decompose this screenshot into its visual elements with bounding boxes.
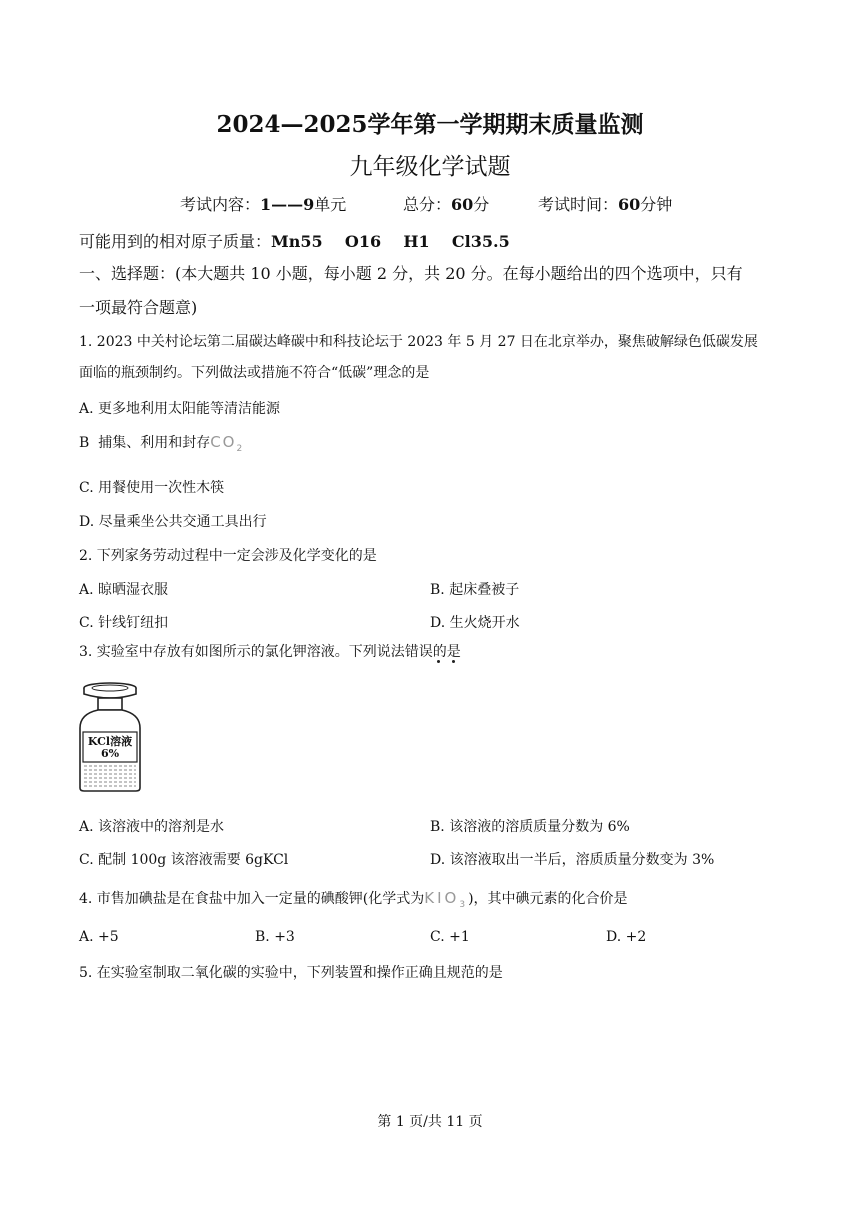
q4-stem xyxy=(79,888,628,910)
atomic-mass-values: Mn55 O16 H1 Cl35.5 xyxy=(271,232,510,251)
kio3-formula-image: $KIO_3$ xyxy=(424,888,469,910)
q4-option-d: D. +2 xyxy=(606,929,647,945)
q3-option-b: B. 该溶液的溶质质量分数为 6% xyxy=(430,819,630,835)
exam-title-year: 2024—2025 xyxy=(216,111,368,138)
q3-option-a: A. 该溶液中的溶剂是水 xyxy=(79,819,225,835)
bottle-label-concentration: 6% xyxy=(100,747,120,760)
section1-heading-line1: 一、选择题：(本大题共 10 小题，每小题 2 分，共 20 分。在每小题给出的四个选项中，只有 xyxy=(79,264,743,283)
q1-option-a: A. 更多地利用太阳能等清洁能源 xyxy=(79,401,281,417)
bottle-label-name: KCl溶液 xyxy=(87,735,133,748)
q3-option-d: D. 该溶液取出一半后，溶质质量分数变为 3% xyxy=(430,852,715,868)
atomic-mass-label: 可能用到的相对原子质量： xyxy=(79,232,272,251)
exam-score-info xyxy=(403,192,489,215)
exam-time-unit: 分钟 xyxy=(640,195,673,214)
exam-time-label: 考试时间： xyxy=(538,195,619,214)
exam-time-info xyxy=(538,192,672,215)
q1-option-b-text: B 捕集、利用和封存 xyxy=(79,435,211,451)
q1-option-c: C. 用餐使用一次性木筷 xyxy=(79,480,225,496)
emphasis-dot xyxy=(452,660,455,663)
exam-title-rest: 学年第一学期期末质量监测 xyxy=(367,111,644,138)
q1-stem-line1: 1. 2023 中关村论坛第二届碳达峰碳中和科技论坛于 2023 年 5 月 27 日在北京举办，聚焦破解绿色低碳发展 xyxy=(79,334,758,350)
section1-heading-line2: 一项最符合题意) xyxy=(79,298,198,317)
exam-content-info xyxy=(180,192,346,215)
exam-score-unit: 分 xyxy=(473,195,490,214)
exam-score-label: 总分： xyxy=(403,195,452,214)
q5-stem: 5. 在实验室制取二氧化碳的实验中，下列装置和操作正确且规范的是 xyxy=(79,965,503,981)
q1-option-b xyxy=(79,432,244,454)
q4-option-b: B. +3 xyxy=(255,929,295,945)
exam-title xyxy=(0,106,860,139)
q4-stem-after: )，其中碘元素的化合价是 xyxy=(468,891,628,907)
q2-option-b: B. 起床叠被子 xyxy=(430,582,520,598)
exam-time-value: 60 xyxy=(618,195,641,214)
exam-content-label: 考试内容： xyxy=(180,195,261,214)
q4-stem-before: 4. 市售加碘盐是在食盐中加入一定量的碘酸钾(化学式为 xyxy=(79,891,425,907)
exam-subtitle: 九年级化学试题 xyxy=(349,154,511,180)
q2-option-a: A. 晾晒湿衣服 xyxy=(79,582,169,598)
exam-content-unit: 单元 xyxy=(314,195,347,214)
co2-formula-image: $CO_2$ xyxy=(210,432,245,454)
q1-stem-line2: 面临的瓶颈制约。下列做法或措施不符合“低碳”理念的是 xyxy=(79,365,430,381)
q2-option-d: D. 生火烧开水 xyxy=(430,615,520,631)
emphasis-dot xyxy=(437,660,440,663)
q1-option-d: D. 尽量乘坐公共交通工具出行 xyxy=(79,514,267,530)
q3-option-c: C. 配制 100g 该溶液需要 6gKCl xyxy=(79,852,289,868)
atomic-mass-line xyxy=(79,229,510,252)
exam-score-value: 60 xyxy=(451,195,474,214)
q3-stem: 3. 实验室中存放有如图所示的氯化钾溶液。下列说法错误的是 xyxy=(79,644,461,660)
q2-stem: 2. 下列家务劳动过程中一定会涉及化学变化的是 xyxy=(79,548,377,564)
exam-content-value: 1——9 xyxy=(260,195,315,214)
q4-option-a: A. +5 xyxy=(79,929,119,945)
page-number-footer: 第 1 页/共 11 页 xyxy=(377,1114,483,1130)
q2-option-c: C. 针线钉纽扣 xyxy=(79,615,169,631)
kcl-bottle-illustration xyxy=(78,680,142,792)
q4-option-c: C. +1 xyxy=(430,929,470,945)
